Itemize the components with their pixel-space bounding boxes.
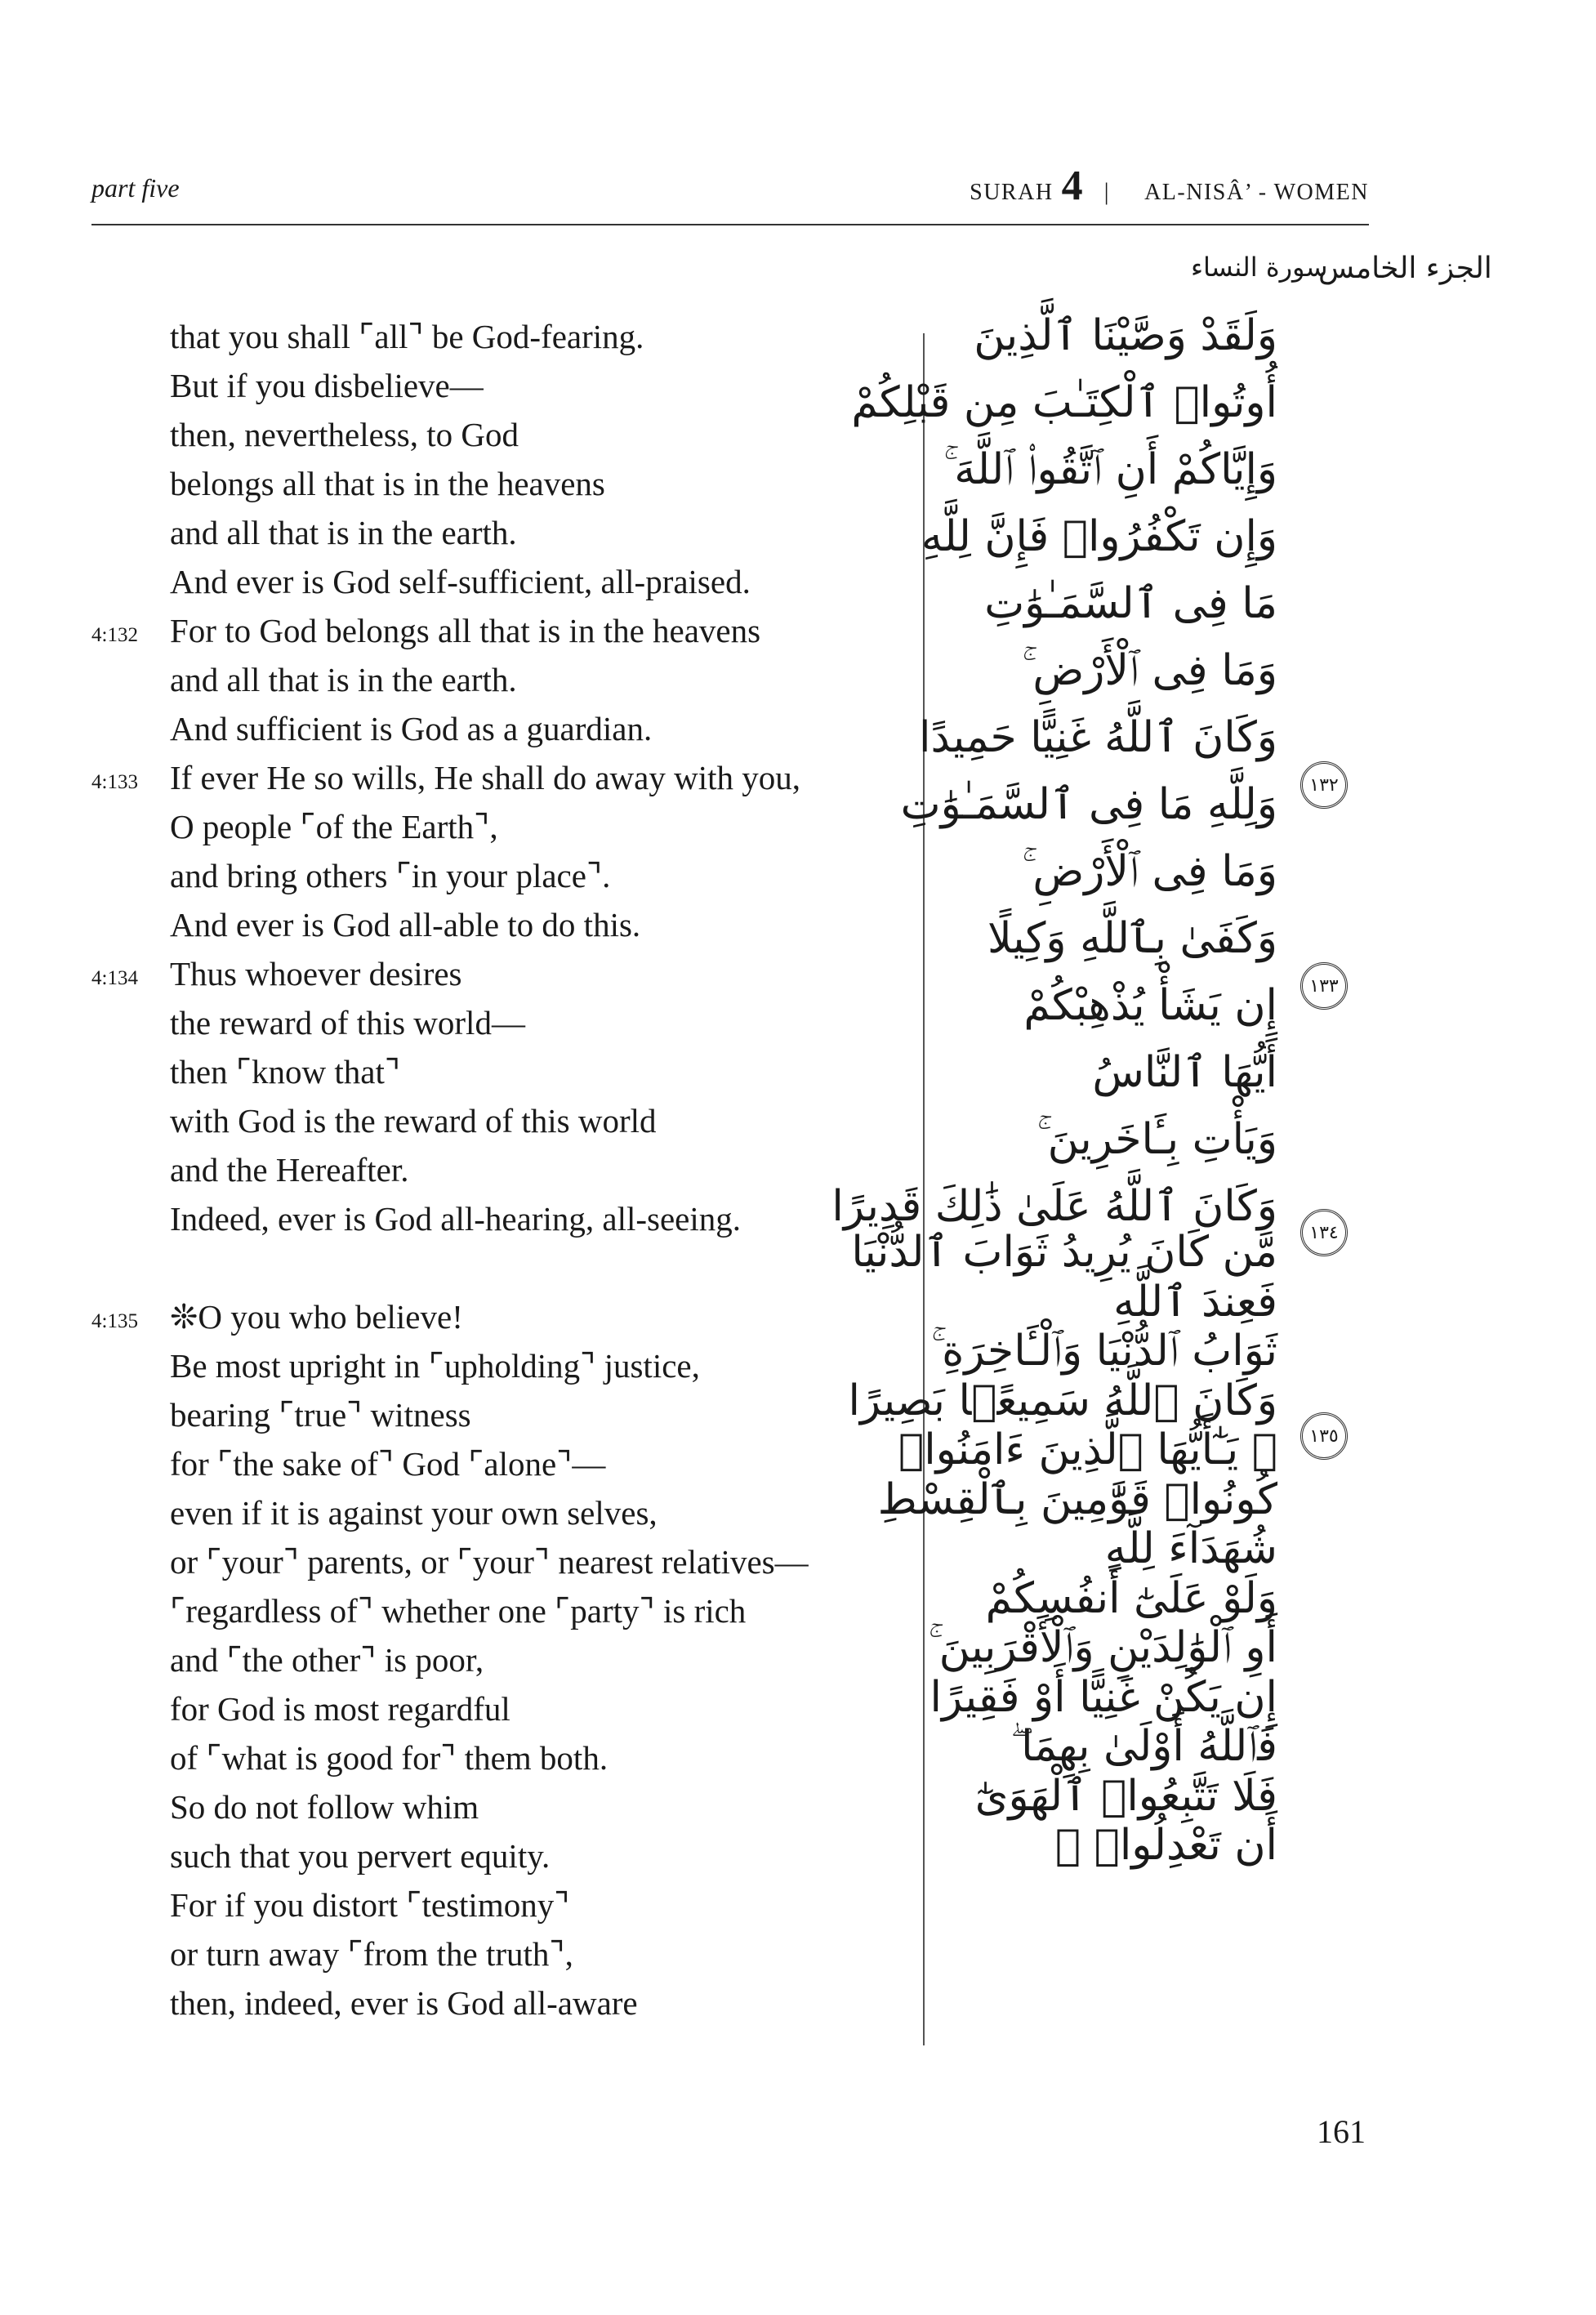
- arabic-line: وَمَا فِى ٱلْأَرْضِ ۚ: [1022, 646, 1277, 695]
- arabic-line: أَن تَعْدِلُوا۟ ۚ: [1054, 1821, 1277, 1870]
- english-line: O people ⌜of the Earth⌝,: [170, 808, 498, 845]
- english-line: and the Hereafter.: [170, 1151, 409, 1189]
- arabic-line: وَمَا فِى ٱلْأَرْضِ ۚ: [1022, 847, 1277, 896]
- header-rule: [91, 224, 1369, 225]
- english-line: even if it is against your own selves,: [170, 1494, 658, 1532]
- arabic-line: ثَوَابُ ٱلدُّنْيَا وَٱلْـَٔاخِرَةِ ۚ: [931, 1327, 1277, 1376]
- english-line: and ⌜the other⌝ is poor,: [170, 1641, 484, 1679]
- arabic-line: فَٱللَّهُ أَوْلَىٰ بِهِمَا ۖ: [1010, 1722, 1277, 1771]
- arabic-line: وَكَانَ ٱللَّهُ غَنِيًّا حَمِيدًا: [919, 713, 1277, 762]
- verse-number: 4:134: [91, 967, 138, 989]
- verse-number: 4:132: [91, 624, 138, 646]
- surah-name: AL-NISÂ’ - WOMEN: [1144, 180, 1369, 205]
- english-line: then ⌜know that⌝: [170, 1053, 401, 1091]
- surah-header: [970, 162, 1369, 210]
- arabic-line: وَكَانَ ٱللَّهُ سَمِيعًۢا بَصِيرًا: [848, 1376, 1277, 1425]
- english-line: Be most upright in ⌜upholding⌝ justice,: [170, 1347, 700, 1385]
- arabic-line: وَإِيَّاكُمْ أَنِ ٱتَّقُوا۟ ٱللَّهَ ۚ: [943, 445, 1277, 494]
- english-line: ❊O you who believe!: [170, 1298, 463, 1336]
- english-line: of ⌜what is good for⌝ them both.: [170, 1739, 609, 1777]
- english-line: and bring others ⌜in your place⌝.: [170, 857, 611, 894]
- english-line: And sufficient is God as a guardian.: [170, 710, 653, 747]
- arabic-line: شُهَدَآءَ لِلَّهِ: [1104, 1524, 1277, 1573]
- arabic-line: أُوتُوا۟ ٱلْكِتَـٰبَ مِن قَبْلِكُمْ: [851, 378, 1277, 427]
- english-line: And ever is God self-sufficient, all-praised.: [170, 563, 751, 600]
- verse-number: 4:133: [91, 771, 138, 793]
- english-line: for God is most regardful: [170, 1690, 510, 1728]
- arabic-line: كُونُوا۟ قَوَّٰمِينَ بِٱلْقِسْطِ: [877, 1474, 1277, 1524]
- arabic-line: أَوِ ٱلْوَٰلِدَيْنِ وَٱلْأَقْرَبِينَ ۚ: [928, 1623, 1277, 1672]
- english-line: Indeed, ever is God all-hearing, all-seeing.: [170, 1200, 742, 1238]
- arabic-line: وَإِن تَكْفُرُوا۟ فَإِنَّ لِلَّهِ: [921, 512, 1277, 561]
- arabic-line: فَلَا تَتَّبِعُوا۟ ٱلْهَوَىٰٓ: [974, 1771, 1277, 1821]
- english-line: bearing ⌜true⌝ witness: [170, 1396, 471, 1434]
- english-line: and all that is in the earth.: [170, 514, 517, 551]
- arabic-line: وَلِلَّهِ مَا فِى ٱلسَّمَـٰوَٰتِ: [900, 780, 1277, 829]
- english-line: For to God belongs all that is in the heavens: [170, 612, 761, 649]
- english-line: ⌜regardless of⌝ whether one ⌜party⌝ is rich: [170, 1592, 747, 1630]
- page-number: 161: [1317, 2113, 1366, 2150]
- arabic-line: إِن يَكُنْ غَنِيًّا أَوْ فَقِيرًا: [930, 1672, 1277, 1722]
- verse-marker: ١٣٣: [1300, 962, 1348, 1010]
- english-line: or ⌜your⌝ parents, or ⌜your⌝ nearest relatives—: [170, 1543, 809, 1581]
- arabic-line: ۞ يَـٰٓأَيُّهَا ٱلَّذِينَ ءَامَنُوا۟: [898, 1425, 1277, 1474]
- arabic-line: فَعِندَ ٱللَّهِ: [1113, 1277, 1277, 1327]
- arabic-line: أَيُّهَا ٱلنَّاسُ: [1092, 1048, 1277, 1097]
- english-line: For if you distort ⌜testimony⌝: [170, 1886, 570, 1924]
- english-line: the reward of this world—: [170, 1004, 525, 1042]
- english-line: then, indeed, ever is God all-aware: [170, 1984, 638, 2022]
- header-separator: |: [1103, 178, 1111, 205]
- english-line: and all that is in the earth.: [170, 661, 517, 698]
- arabic-line: إِن يَشَأْ يُذْهِبْكُمْ: [1023, 981, 1277, 1030]
- english-line: But if you disbelieve—: [170, 367, 484, 404]
- english-line: such that you pervert equity.: [170, 1837, 551, 1875]
- part-label: part five: [91, 173, 180, 203]
- english-line: then, nevertheless, to God: [170, 416, 519, 453]
- english-line: or turn away ⌜from the truth⌝,: [170, 1935, 573, 1973]
- arabic-line: وَكَانَ ٱللَّهُ عَلَىٰ ذَٰلِكَ قَدِيرًا: [831, 1182, 1277, 1231]
- verse-number: 4:135: [91, 1310, 138, 1332]
- english-line: And ever is God all-able to do this.: [170, 906, 641, 943]
- arabic-line: وَلَوْ عَلَىٰٓ أَنفُسِكُمْ: [985, 1573, 1277, 1623]
- arabic-line: وَلَقَدْ وَصَّيْنَا ٱلَّذِينَ: [974, 311, 1277, 360]
- arabic-line: وَيَأْتِ بِـَٔاخَرِينَ ۚ: [1037, 1115, 1277, 1164]
- surah-number: 4: [1061, 163, 1083, 209]
- english-line: If ever He so wills, He shall do away with you,: [170, 759, 800, 796]
- surah-label: SURAH: [970, 180, 1054, 205]
- english-line: with God is the reward of this world: [170, 1102, 657, 1140]
- verse-marker: ١٣٥: [1300, 1412, 1348, 1460]
- english-line: for ⌜the sake of⌝ God ⌜alone⌝—: [170, 1445, 606, 1483]
- arabic-surah-label: سورة النساء: [1191, 252, 1328, 283]
- english-line: Thus whoever desires: [170, 955, 462, 992]
- english-line: So do not follow whim: [170, 1788, 479, 1826]
- arabic-line: وَكَفَىٰ بِٱللَّهِ وَكِيلًا: [987, 914, 1277, 963]
- verse-marker: ١٣٤: [1300, 1209, 1348, 1256]
- arabic-part-label: الجزء الخامس: [1318, 252, 1492, 285]
- english-line: that you shall ⌜all⌝ be God-fearing.: [170, 318, 644, 355]
- verse-marker: ١٣٢: [1300, 761, 1348, 809]
- arabic-line: مَّن كَانَ يُرِيدُ ثَوَابَ ٱلدُّنْيَا: [851, 1228, 1277, 1277]
- arabic-line: مَا فِى ٱلسَّمَـٰوَٰتِ: [984, 579, 1277, 628]
- english-line: belongs all that is in the heavens: [170, 465, 605, 502]
